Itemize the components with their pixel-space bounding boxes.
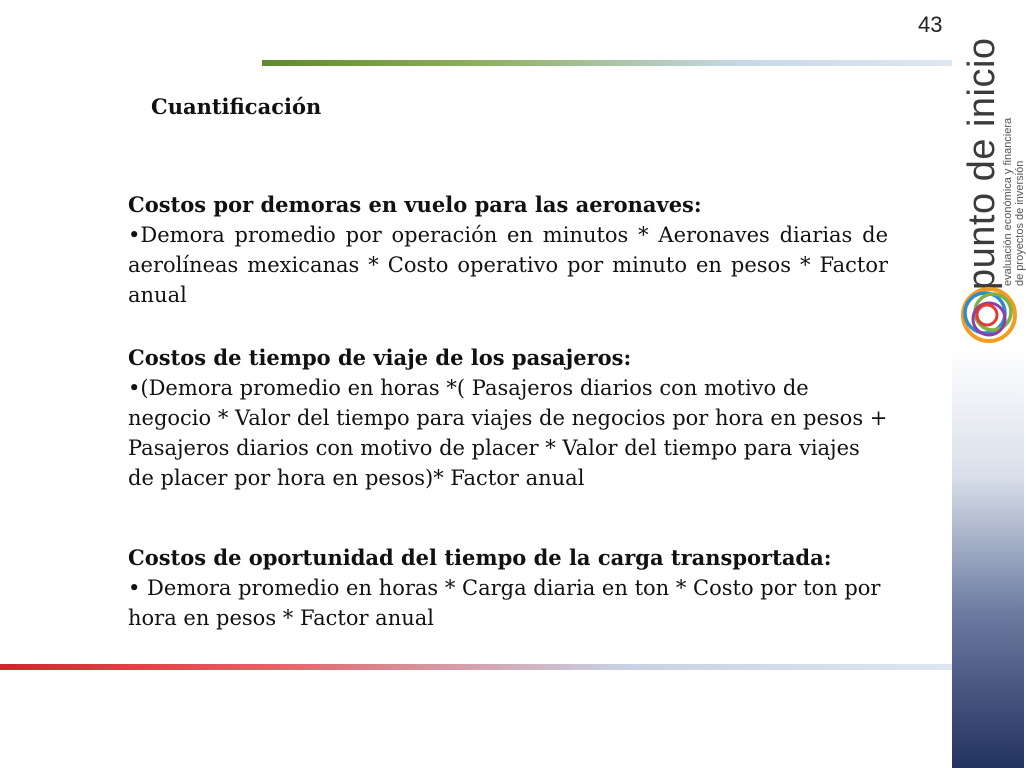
brand-tagline-1: evaluación económica y financiera: [1002, 117, 1014, 286]
brand-tagline-2: de proyectos de inversión: [1014, 160, 1026, 286]
section-body: •(Demora promedio en horas *( Pasajeros diarios con motivo de negocio * Valor del tiempo para viajes de negocios por hora en pesos + Pasajeros diarios con motivo de placer * Valor del tiempo para viajes de placer por hora en pesos)* Factor anual: [128, 376, 888, 490]
section-passenger-time-costs: [128, 343, 888, 493]
brand-name: punto de inicio: [961, 37, 1003, 290]
bottom-divider: [0, 664, 952, 670]
top-divider: [262, 60, 952, 66]
section-title: Costos de oportunidad del tiempo de la carga transportada:: [128, 545, 832, 570]
rings-logo-icon: [956, 282, 1022, 348]
section-title: Costos de tiempo de viaje de los pasajeros:: [128, 345, 632, 370]
section-body: •Demora promedio por operación en minutos * Aeronaves diarias de aerolíneas mexicanas * Costo operativo por minuto en pesos * Factor anual: [128, 223, 888, 307]
section-body: • Demora promedio en horas * Carga diaria en ton * Costo por ton por hora en pesos * Factor anual: [128, 576, 881, 630]
section-aircraft-delay-costs: [128, 190, 888, 310]
slide-number: 43: [918, 12, 943, 37]
page-title: Cuantificación: [151, 94, 322, 119]
section-title: Costos por demoras en vuelo para las aeronaves:: [128, 192, 702, 217]
section-cargo-opportunity-costs: [128, 543, 918, 633]
brand-wordmark: [962, 37, 1026, 290]
